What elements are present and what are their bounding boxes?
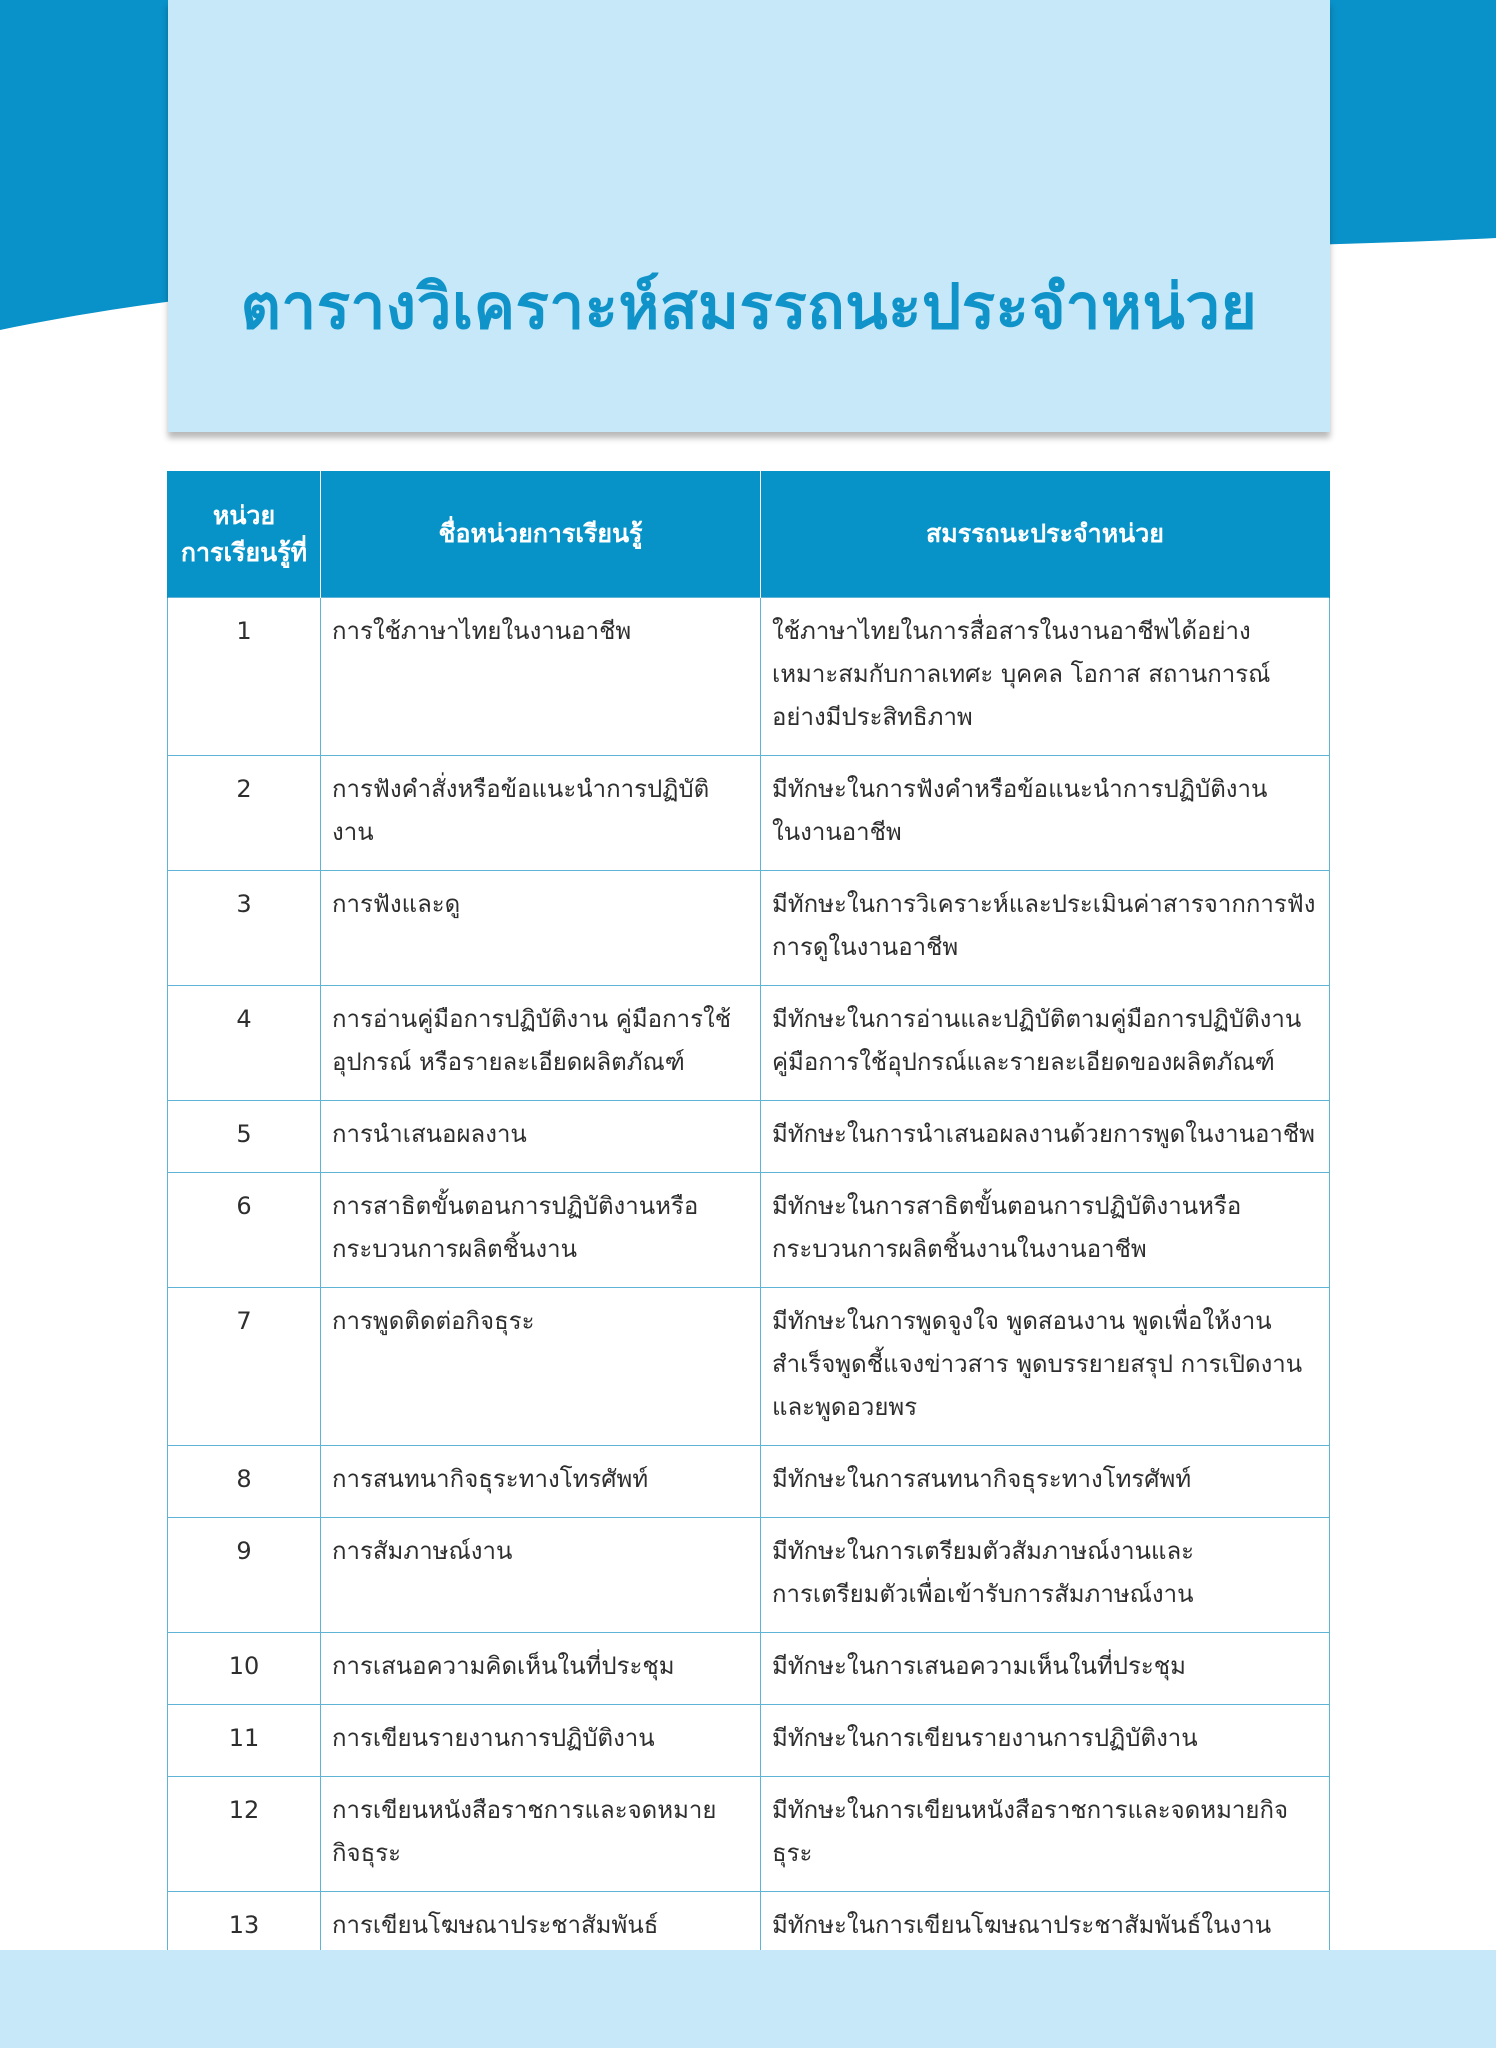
unit-number-cell: 9 [168, 1518, 321, 1633]
competency-cell: มีทักษะในการเสนอความเห็นในที่ประชุม [761, 1633, 1330, 1705]
page-title: ตารางวิเคราะห์สมรรถนะประจำหน่วย [240, 270, 1258, 343]
competency-cell: ใช้ภาษาไทยในการสื่อสารในงานอาชีพได้อย่าง เหมาะสมกับกาลเทศะ บุคคล โอกาส สถานการณ์ อย่างมีประสิทธิภาพ [761, 598, 1330, 756]
competency-cell: มีทักษะในการพูดจูงใจ พูดสอนงาน พูดเพื่อให้งาน สำเร็จพูดชี้แจงข่าวสาร พูดบรรยายสรุป การเปิดงาน และพูดอวยพร [761, 1288, 1330, 1446]
competency-cell: มีทักษะในการเตรียมตัวสัมภาษณ์งานและ การเตรียมตัวเพื่อเข้ารับการสัมภาษณ์งาน [761, 1518, 1330, 1633]
unit-number-cell: 10 [168, 1633, 321, 1705]
competency-cell: มีทักษะในการฟังคำหรือข้อแนะนำการปฏิบัติงาน ในงานอาชีพ [761, 756, 1330, 871]
header-unit-number [168, 471, 321, 598]
header-unit-name: ชื่อหน่วยการเรียนรู้ [321, 471, 761, 598]
unit-number-cell: 3 [168, 871, 321, 986]
competency-cell: มีทักษะในการเขียนหนังสือราชการและจดหมายกิจธุระ [761, 1777, 1330, 1892]
table-row [168, 1288, 1330, 1446]
unit-number-cell: 2 [168, 756, 321, 871]
unit-name-cell: การเขียนโฆษณาประชาสัมพันธ์ [321, 1892, 761, 2007]
unit-number-cell: 8 [168, 1446, 321, 1518]
header-competency: สมรรถนะประจำหน่วย [761, 471, 1330, 598]
unit-number-cell: 7 [168, 1288, 321, 1446]
table-row [168, 986, 1330, 1101]
table-row [168, 756, 1330, 871]
unit-name-cell: การพูดติดต่อกิจธุระ [321, 1288, 761, 1446]
unit-number-cell: 13 [168, 1892, 321, 2007]
unit-name-cell: การใช้ภาษาไทยในงานอาชีพ [321, 598, 761, 756]
unit-name-cell: การเขียนรายงานการปฏิบัติงาน [321, 1705, 761, 1777]
table-row [168, 1173, 1330, 1288]
table-row [168, 1518, 1330, 1633]
unit-name-cell: การสาธิตขั้นตอนการปฏิบัติงานหรือ กระบวนการผลิตชิ้นงาน [321, 1173, 761, 1288]
competency-cell: มีทักษะในการสนทนากิจธุระทางโทรศัพท์ [761, 1446, 1330, 1518]
competency-cell: มีทักษะในการเขียนโฆษณาประชาสัมพันธ์ในงาน [761, 1892, 1330, 2007]
competency-cell: มีทักษะในการวิเคราะห์และประเมินค่าสารจากการฟัง การดูในงานอาชีพ [761, 871, 1330, 986]
unit-name-cell: การเสนอความคิดเห็นในที่ประชุม [321, 1633, 761, 1705]
footer-band [0, 1950, 1496, 2048]
unit-name-cell: การอ่านคู่มือการปฏิบัติงาน คู่มือการใช้ อุปกรณ์ หรือรายละเอียดผลิตภัณฑ์ [321, 986, 761, 1101]
table-header-row [168, 471, 1330, 598]
unit-name-cell: การฟังและดู [321, 871, 761, 986]
unit-number-cell: 12 [168, 1777, 321, 1892]
competency-cell: มีทักษะในการเขียนรายงานการปฏิบัติงาน [761, 1705, 1330, 1777]
competency-cell: มีทักษะในการสาธิตขั้นตอนการปฏิบัติงานหรือ กระบวนการผลิตชิ้นงานในงานอาชีพ [761, 1173, 1330, 1288]
header-unit-number-line2: การเรียนรู้ที่ [180, 538, 308, 567]
table-row [168, 1101, 1330, 1173]
table-row [168, 1633, 1330, 1705]
unit-number-cell: 6 [168, 1173, 321, 1288]
table-row [168, 598, 1330, 756]
table-row [168, 1777, 1330, 1892]
competency-cell: มีทักษะในการอ่านและปฏิบัติตามคู่มือการปฏิบัติงาน คู่มือการใช้อุปกรณ์และรายละเอียดของผลิตภัณฑ์ [761, 986, 1330, 1101]
unit-number-cell: 11 [168, 1705, 321, 1777]
unit-number-cell: 1 [168, 598, 321, 756]
unit-name-cell: การสัมภาษณ์งาน [321, 1518, 761, 1633]
unit-name-cell: การเขียนหนังสือราชการและจดหมาย กิจธุระ [321, 1777, 761, 1892]
competency-cell: มีทักษะในการนำเสนอผลงานด้วยการพูดในงานอาชีพ [761, 1101, 1330, 1173]
table-body [168, 598, 1330, 2007]
unit-name-cell: การฟังคำสั่งหรือข้อแนะนำการปฏิบัติงาน [321, 756, 761, 871]
unit-number-cell: 4 [168, 986, 321, 1101]
title-card [168, 0, 1330, 432]
table-row [168, 1446, 1330, 1518]
unit-number-cell: 5 [168, 1101, 321, 1173]
competency-table-container [167, 471, 1329, 2007]
header-unit-number-line1: หน่วย [212, 500, 276, 530]
unit-name-cell: การนำเสนอผลงาน [321, 1101, 761, 1173]
table-row [168, 1705, 1330, 1777]
table-row [168, 871, 1330, 986]
unit-name-cell: การสนทนากิจธุระทางโทรศัพท์ [321, 1446, 761, 1518]
competency-table [167, 471, 1330, 2007]
